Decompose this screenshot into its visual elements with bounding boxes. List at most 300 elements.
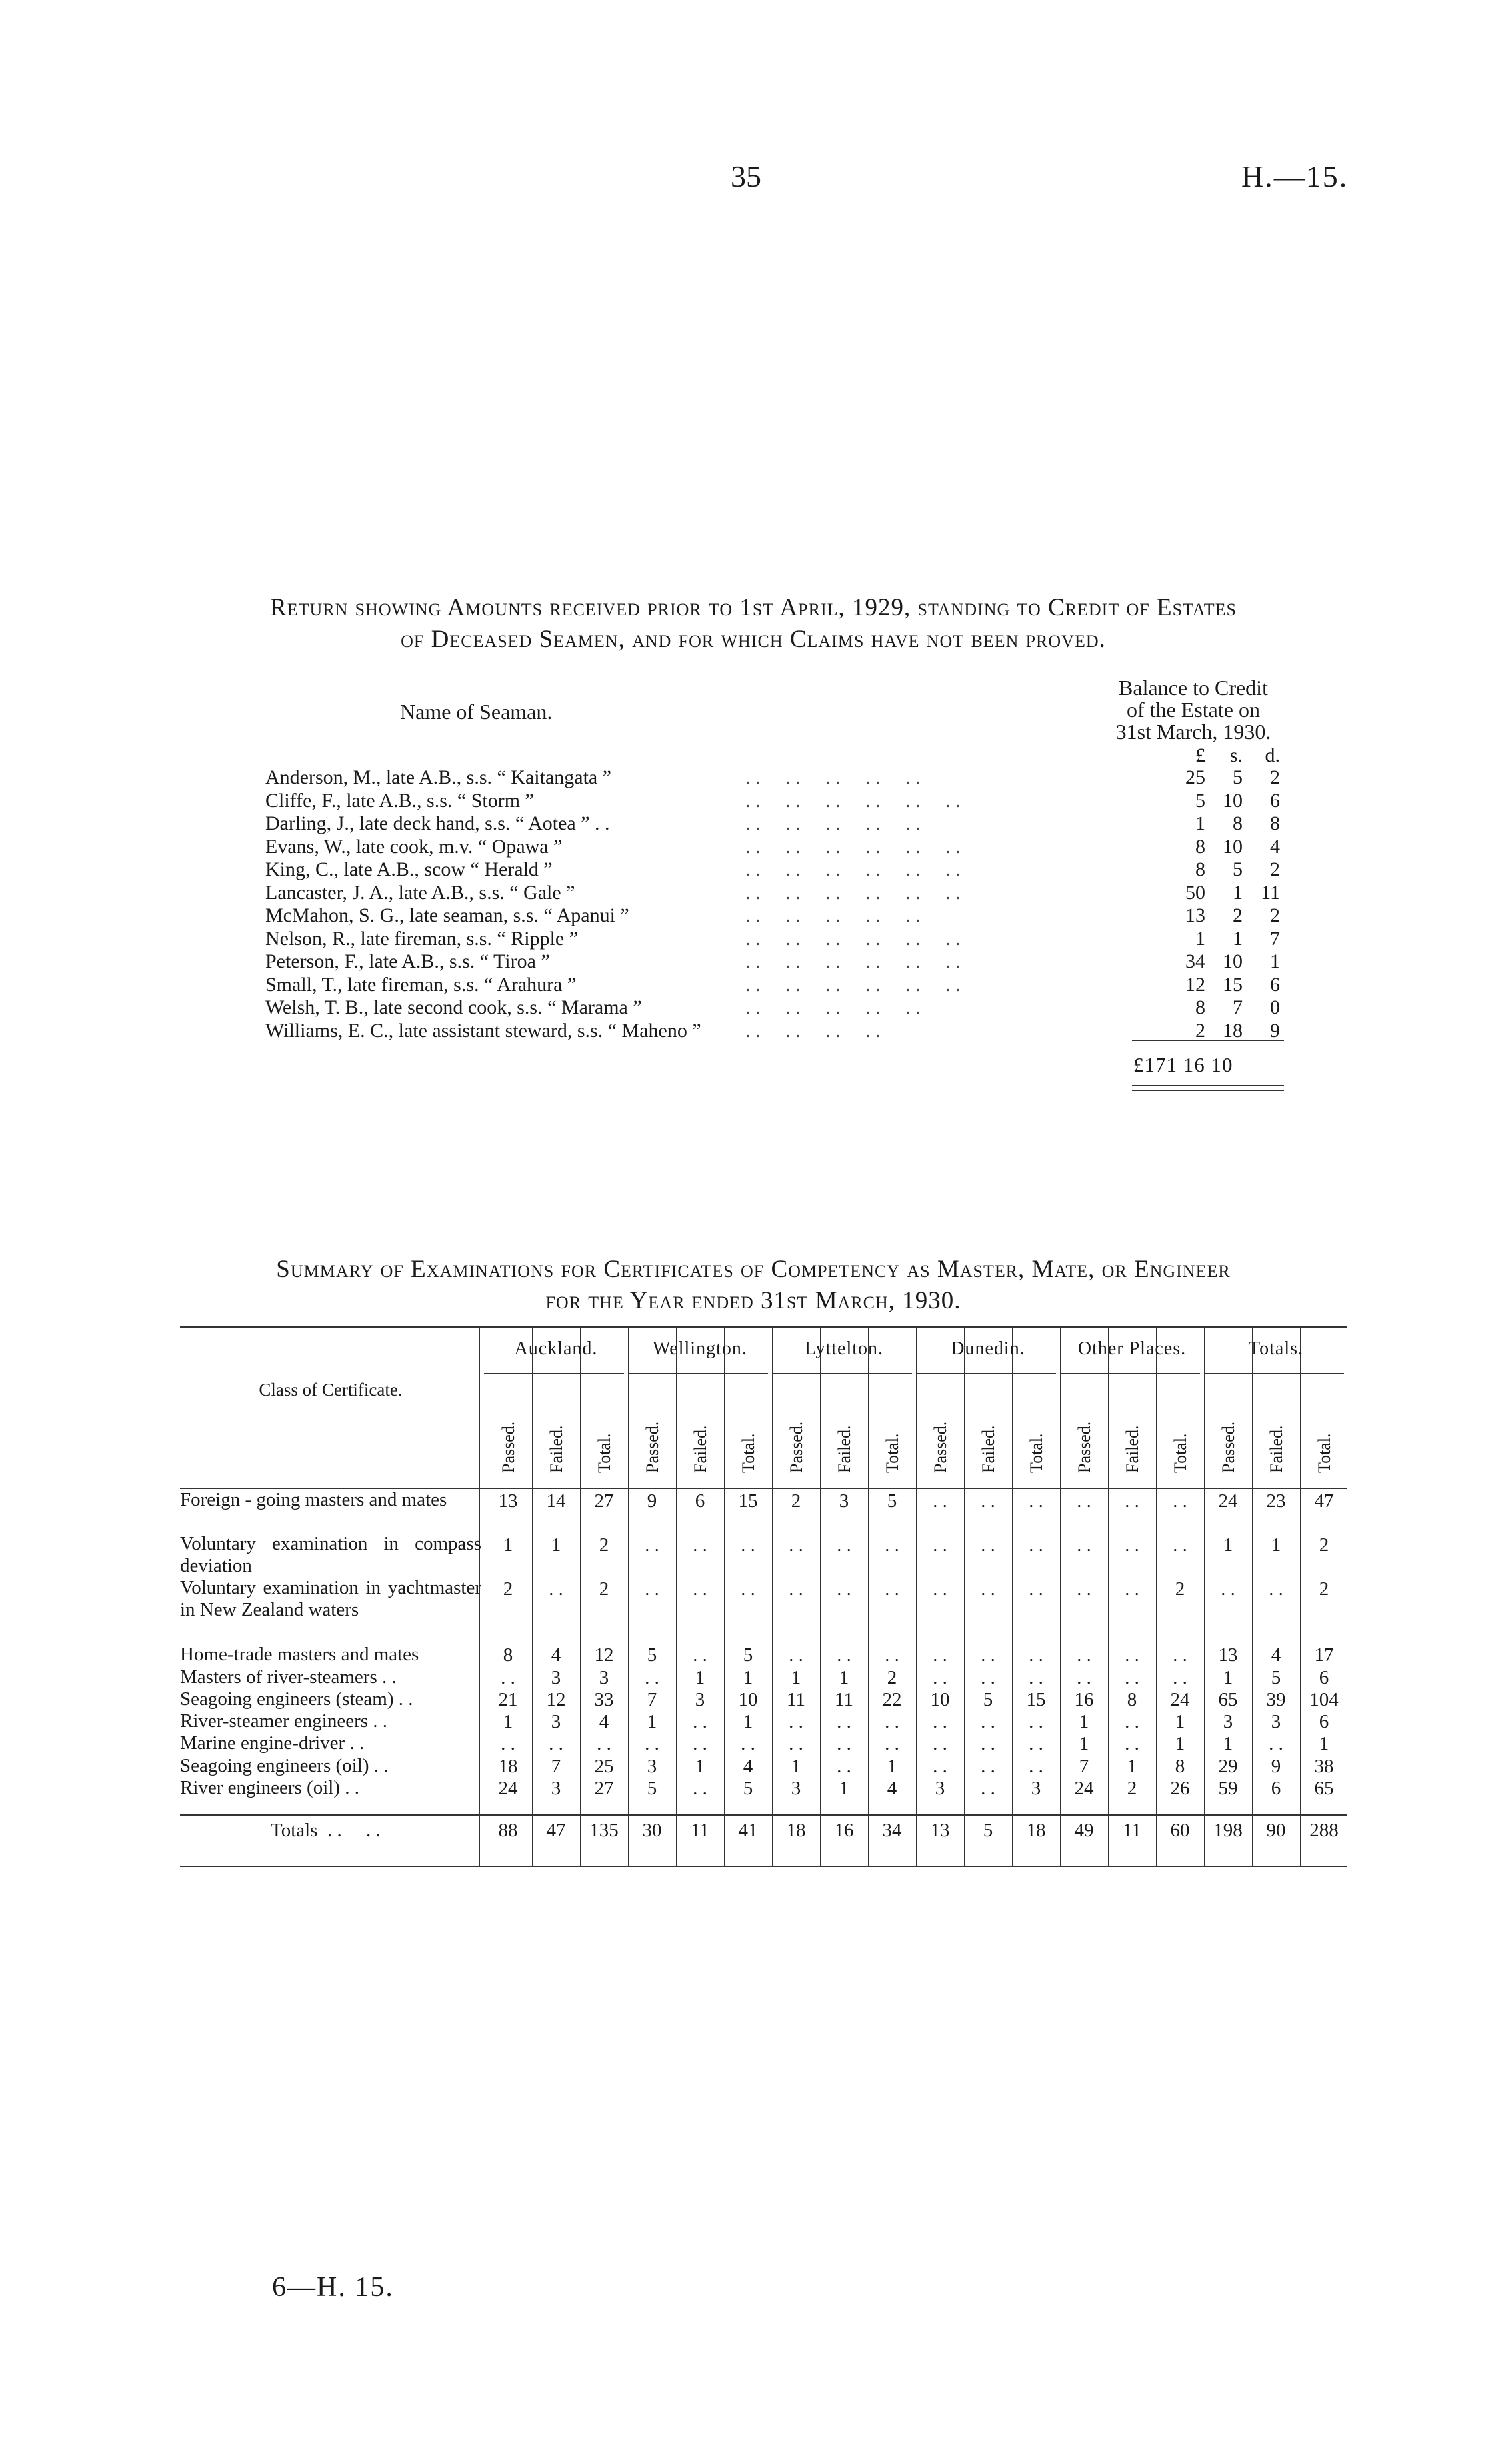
table-cell: 1 <box>1175 1733 1185 1754</box>
table-cell: 33 <box>594 1689 614 1710</box>
table-cell: 1 <box>839 1667 849 1688</box>
amount-shillings: 8 <box>1233 812 1243 834</box>
table-cell: 6 <box>1319 1711 1329 1732</box>
return-row <box>265 1020 701 1042</box>
certificate-class: Voluntary examination in compass deviation <box>180 1533 481 1576</box>
table-cell: 3 <box>551 1667 561 1688</box>
subcolumn-header: Failed. <box>1123 1425 1142 1473</box>
amount-pounds: 34 <box>1185 950 1205 972</box>
table-cell: 22 <box>882 1689 902 1710</box>
table-cell: 27 <box>594 1490 614 1512</box>
table-cell: . . <box>645 1534 659 1556</box>
table-cell: . . <box>933 1644 947 1666</box>
totals-cell: 90 <box>1266 1820 1286 1841</box>
amount-pence: 2 <box>1270 858 1280 880</box>
table-cell: . . <box>741 1534 755 1556</box>
table-cell: . . <box>981 1711 995 1732</box>
totals-cell: 41 <box>738 1820 758 1841</box>
table-cell: 1 <box>695 1667 705 1688</box>
table-cell: 4 <box>599 1711 609 1732</box>
amount-shillings: 1 <box>1233 882 1243 904</box>
table-cell: . . <box>1125 1534 1139 1556</box>
table-cell: 27 <box>594 1778 614 1799</box>
table-cell: 3 <box>695 1689 705 1710</box>
table-cell: . . <box>1077 1667 1091 1688</box>
return-row <box>265 928 578 950</box>
seaman-name: Darling, J., late deck hand, s.s. “ Aotea ” . . <box>265 812 610 834</box>
certificate-class: River engineers (oil) . . <box>180 1777 359 1798</box>
leader-dots: . . . . . . . . <box>745 1020 881 1042</box>
column-rule <box>868 1326 869 1866</box>
table-cell: . . <box>1029 1644 1043 1666</box>
amount-pounds: 50 <box>1185 882 1205 904</box>
certificate-class: River-steamer engineers . . <box>180 1710 388 1732</box>
table-cell: . . <box>1173 1667 1187 1688</box>
amount-shillings: 10 <box>1223 790 1243 812</box>
table-cell: 3 <box>791 1778 801 1799</box>
table-cell: 104 <box>1309 1689 1339 1710</box>
total-rule-bottom-1 <box>1132 1085 1284 1086</box>
table-cell: 2 <box>1127 1778 1137 1799</box>
column-rule <box>964 1326 965 1866</box>
table-cell: 12 <box>594 1644 614 1666</box>
table-cell: . . <box>1125 1644 1139 1666</box>
table-cell: . . <box>933 1667 947 1688</box>
seaman-name: Welsh, T. B., late second cook, s.s. “ Marama ” <box>265 996 642 1018</box>
table-cell: 1 <box>839 1778 849 1799</box>
totals-cell: 13 <box>930 1820 950 1841</box>
table-cell: 17 <box>1314 1644 1334 1666</box>
subcolumn-header: Failed. <box>835 1425 854 1473</box>
table-cell: 10 <box>738 1689 758 1710</box>
amount-pence: 11 <box>1261 882 1280 904</box>
amount-shillings: 10 <box>1223 836 1243 858</box>
table-cell: . . <box>693 1644 707 1666</box>
totals-cell: 288 <box>1309 1820 1339 1841</box>
table-cell: 2 <box>791 1490 801 1512</box>
certificate-class: Voluntary examination in yachtmaster in New Zealand waters <box>180 1577 481 1620</box>
table-cell: 7 <box>647 1689 657 1710</box>
totals-cell: 11 <box>691 1820 709 1841</box>
return-row <box>265 766 611 789</box>
return-title-line2: of Deceased Seamen, and for which Claims have not been proved. <box>401 626 1106 653</box>
table-cell: 21 <box>498 1689 518 1710</box>
amount-pounds: 5 <box>1195 790 1205 812</box>
table-cell: . . <box>1269 1578 1283 1600</box>
seaman-name: Anderson, M., late A.B., s.s. “ Kaitangata ” <box>265 766 612 788</box>
table-cell: . . <box>1029 1534 1043 1556</box>
seaman-name: King, C., late A.B., scow “ Herald ” <box>265 858 553 880</box>
place-underline <box>1060 1373 1200 1374</box>
return-row <box>265 950 550 973</box>
amount-pence: 7 <box>1270 928 1280 950</box>
table-cell: . . <box>693 1778 707 1799</box>
table-cell: . . <box>837 1644 851 1666</box>
column-rule <box>1012 1326 1013 1866</box>
column-rule <box>1060 1326 1061 1866</box>
table-cell: . . <box>1029 1756 1043 1777</box>
table-cell: 1 <box>1271 1534 1281 1556</box>
amount-pence: 6 <box>1270 790 1280 812</box>
table-cell: 1 <box>695 1756 705 1777</box>
table-cell: . . <box>1173 1490 1187 1512</box>
seaman-name: Evans, W., late cook, m.v. “ Opawa ” <box>265 836 563 858</box>
table-cell: . . <box>1029 1667 1043 1688</box>
table-cell: . . <box>981 1644 995 1666</box>
seaman-name: Peterson, F., late A.B., s.s. “ Tiroa ” <box>265 950 550 972</box>
column-rule <box>628 1326 629 1866</box>
subcolumn-header: Failed. <box>979 1425 998 1473</box>
table-cell: 1 <box>743 1711 753 1732</box>
return-row <box>265 882 575 904</box>
table-cell: . . <box>693 1578 707 1600</box>
table-cell: 14 <box>546 1490 566 1512</box>
table-cell: 2 <box>599 1534 609 1556</box>
total-rule-bottom-2 <box>1132 1090 1284 1091</box>
table-cell: . . <box>693 1711 707 1732</box>
table-cell: . . <box>885 1534 899 1556</box>
table-cell: 1 <box>1079 1733 1089 1754</box>
subcolumn-header: Passed. <box>931 1421 950 1473</box>
table-cell: . . <box>645 1578 659 1600</box>
amount-pounds: 25 <box>1185 766 1205 788</box>
table-bottom-rule <box>180 1814 1347 1816</box>
table-cell: 3 <box>839 1490 849 1512</box>
certificate-class: Foreign - going masters and mates <box>180 1489 447 1510</box>
table-cell: . . <box>837 1711 851 1732</box>
amount-pence: 2 <box>1270 904 1280 926</box>
table-cell: 4 <box>887 1778 897 1799</box>
unit-pounds: £ <box>1195 744 1205 766</box>
table-cell: 1 <box>791 1756 801 1777</box>
amount-pounds: 8 <box>1195 836 1205 858</box>
table-cell: 1 <box>1223 1667 1233 1688</box>
subcolumn-header: Passed. <box>1075 1421 1094 1473</box>
leader-dots: . . . . . . . . . . <box>745 766 921 788</box>
table-cell: . . <box>1125 1490 1139 1512</box>
amount-pence: 1 <box>1270 950 1280 972</box>
totals-cell: 18 <box>1026 1820 1046 1841</box>
return-col-balance-2: of the Estate on <box>1127 698 1260 722</box>
table-cell: . . <box>693 1534 707 1556</box>
table-cell: . . <box>549 1578 563 1600</box>
table-cell: 1 <box>743 1667 753 1688</box>
table-cell: 1 <box>791 1667 801 1688</box>
table-cell: 1 <box>1223 1534 1233 1556</box>
summary-title-line1: Summary of Examinations for Certificates of Competency as Master, Mate, or Engineer <box>276 1256 1231 1283</box>
table-cell: 2 <box>599 1578 609 1600</box>
table-cell: 1 <box>1223 1733 1233 1754</box>
table-cell: 38 <box>1314 1756 1334 1777</box>
table-cell: . . <box>501 1667 515 1688</box>
table-cell: 65 <box>1314 1778 1334 1799</box>
table-cell: 3 <box>551 1778 561 1799</box>
table-cell: 4 <box>743 1756 753 1777</box>
table-cell: . . <box>1125 1578 1139 1600</box>
table-cell: . . <box>933 1578 947 1600</box>
table-cell: . . <box>981 1534 995 1556</box>
leader-dots: . . . . . . . . . . . . <box>745 790 961 812</box>
header-bottom-rule <box>180 1488 1347 1489</box>
seaman-name: Cliffe, F., late A.B., s.s. “ Storm ” <box>265 790 534 812</box>
place-header: Other Places. <box>1077 1338 1187 1359</box>
table-cell: 3 <box>647 1756 657 1777</box>
table-cell: 12 <box>546 1689 566 1710</box>
table-cell: . . <box>837 1534 851 1556</box>
amount-pounds: 8 <box>1195 996 1205 1018</box>
table-cell: 24 <box>1074 1778 1094 1799</box>
table-cell: 24 <box>498 1778 518 1799</box>
table-cell: . . <box>1125 1667 1139 1688</box>
total-rule-top <box>1132 1040 1284 1041</box>
table-cell: . . <box>837 1578 851 1600</box>
table-cell: 29 <box>1218 1756 1238 1777</box>
table-cell: 26 <box>1170 1778 1190 1799</box>
column-rule <box>1156 1326 1157 1866</box>
table-cell: 18 <box>498 1756 518 1777</box>
place-underline <box>1204 1373 1344 1374</box>
amount-pence: 0 <box>1270 996 1280 1018</box>
table-cell: 65 <box>1218 1689 1238 1710</box>
totals-label: Totals . . . . <box>271 1820 381 1841</box>
column-rule <box>820 1326 821 1866</box>
seaman-name: Lancaster, J. A., late A.B., s.s. “ Gale ” <box>265 882 575 904</box>
amount-shillings: 5 <box>1233 766 1243 788</box>
certificate-class: Home-trade masters and mates <box>180 1644 419 1665</box>
leader-dots: . . . . . . . . . . . . <box>745 974 961 996</box>
table-cell: . . <box>1221 1578 1235 1600</box>
page-footer: 6—H. 15. <box>272 2272 394 2303</box>
table-cell: 1 <box>1175 1711 1185 1732</box>
return-col-name: Name of Seaman. <box>400 700 553 724</box>
table-cell: 7 <box>551 1756 561 1777</box>
column-rule <box>1108 1326 1109 1866</box>
table-cell: 2 <box>887 1667 897 1688</box>
table-cell: . . <box>933 1756 947 1777</box>
table-cell: 2 <box>1175 1578 1185 1600</box>
subcolumn-header: Passed. <box>499 1421 518 1473</box>
table-cell: 3 <box>1031 1778 1041 1799</box>
table-cell: 59 <box>1218 1778 1238 1799</box>
table-cell: . . <box>789 1711 803 1732</box>
table-cell: 1 <box>1127 1756 1137 1777</box>
totals-cell: 198 <box>1213 1820 1243 1841</box>
column-rule <box>916 1326 917 1866</box>
certificate-class: Seagoing engineers (steam) . . <box>180 1688 413 1710</box>
table-cell: 1 <box>1319 1733 1329 1754</box>
totals-cell: 5 <box>983 1820 993 1841</box>
table-cell: 1 <box>647 1711 657 1732</box>
amount-shillings: 18 <box>1223 1020 1243 1042</box>
table-cell: . . <box>981 1667 995 1688</box>
table-cell: 8 <box>1127 1689 1137 1710</box>
table-cell: 5 <box>887 1490 897 1512</box>
table-cell: . . <box>1029 1711 1043 1732</box>
amount-shillings: 15 <box>1223 974 1243 996</box>
table-cell: 4 <box>551 1644 561 1666</box>
subcolumn-header: Failed. <box>1267 1425 1286 1473</box>
place-header: Totals. <box>1248 1338 1304 1359</box>
table-cell: . . <box>693 1733 707 1754</box>
amount-shillings: 2 <box>1233 904 1243 926</box>
table-cell: 5 <box>743 1644 753 1666</box>
leader-dots: . . . . . . . . . . <box>745 904 921 926</box>
column-rule <box>532 1326 533 1866</box>
leader-dots: . . . . . . . . . . . . <box>745 928 961 950</box>
table-cell: 15 <box>1026 1689 1046 1710</box>
seaman-name: Nelson, R., late fireman, s.s. “ Ripple ” <box>265 928 579 950</box>
amount-shillings: 1 <box>1233 928 1243 950</box>
table-cell: 8 <box>503 1644 513 1666</box>
table-cell: 4 <box>1271 1644 1281 1666</box>
table-cell: 2 <box>503 1578 513 1600</box>
return-title-line1: Return showing Amounts received prior to 1st April, 1929, standing to Credit of Estates <box>270 594 1237 621</box>
column-rule <box>580 1326 581 1866</box>
table-cell: . . <box>1125 1733 1139 1754</box>
column-rule <box>724 1326 725 1866</box>
table-cell: . . <box>501 1733 515 1754</box>
table-cell: . . <box>789 1733 803 1754</box>
seaman-name: Williams, E. C., late assistant steward, s.s. “ Maheno ” <box>265 1020 701 1042</box>
totals-cell: 49 <box>1074 1820 1094 1841</box>
table-cell: 5 <box>743 1778 753 1799</box>
column-rule <box>676 1326 677 1866</box>
amount-shillings: 7 <box>1233 996 1243 1018</box>
table-cell: 9 <box>1271 1756 1281 1777</box>
totals-cell: 135 <box>589 1820 619 1841</box>
totals-cell: 30 <box>642 1820 662 1841</box>
table-cell: . . <box>789 1578 803 1600</box>
table-cell: . . <box>837 1756 851 1777</box>
table-cell: . . <box>885 1578 899 1600</box>
place-underline <box>628 1373 768 1374</box>
table-cell: 47 <box>1314 1490 1334 1512</box>
return-row <box>265 996 642 1019</box>
table-cell: 3 <box>1223 1711 1233 1732</box>
summary-title-line2: for the Year ended 31st March, 1930. <box>545 1287 961 1314</box>
table-cell: 5 <box>983 1689 993 1710</box>
table-cell: . . <box>1077 1578 1091 1600</box>
class-header: Class of Certificate. <box>259 1380 403 1400</box>
unit-pence: d. <box>1265 744 1280 766</box>
seaman-name: McMahon, S. G., late seaman, s.s. “ Apanui ” <box>265 904 629 926</box>
place-header: Lyttelton. <box>804 1338 884 1359</box>
table-cell: . . <box>1173 1644 1187 1666</box>
table-cell: 6 <box>1319 1667 1329 1688</box>
table-cell: . . <box>741 1733 755 1754</box>
table-cell: 5 <box>647 1644 657 1666</box>
return-row <box>265 790 534 812</box>
totals-cell: 11 <box>1123 1820 1141 1841</box>
table-cell: . . <box>933 1711 947 1732</box>
subcolumn-header: Failed. <box>547 1425 566 1473</box>
table-cell: . . <box>1173 1534 1187 1556</box>
leader-dots: . . . . . . . . . . . . <box>745 836 961 858</box>
subcolumn-header: Total. <box>1171 1433 1190 1473</box>
table-cell: . . <box>789 1534 803 1556</box>
table-cell: 1 <box>503 1534 513 1556</box>
table-cell: 11 <box>835 1689 853 1710</box>
subcolumn-header: Total. <box>1315 1433 1334 1473</box>
amount-pounds: 8 <box>1195 858 1205 880</box>
certificate-class: Masters of river-steamers . . <box>180 1666 397 1688</box>
column-rule <box>1252 1326 1253 1866</box>
table-cell: 25 <box>594 1756 614 1777</box>
table-cell: . . <box>1077 1534 1091 1556</box>
table-cell: . . <box>933 1733 947 1754</box>
table-cell: 15 <box>738 1490 758 1512</box>
page-number: 35 <box>731 159 761 193</box>
amount-pence: 8 <box>1270 812 1280 834</box>
amount-pounds: 12 <box>1185 974 1205 996</box>
totals-bottom-rule <box>180 1866 1347 1867</box>
return-row <box>265 812 610 835</box>
subcolumn-header: Passed. <box>1219 1421 1238 1473</box>
return-row <box>265 858 553 881</box>
table-cell: 2 <box>1319 1534 1329 1556</box>
place-underline <box>916 1373 1056 1374</box>
table-cell: 13 <box>498 1490 518 1512</box>
table-cell: 23 <box>1266 1490 1286 1512</box>
table-cell: . . <box>1269 1733 1283 1754</box>
amount-pounds: 1 <box>1195 928 1205 950</box>
amount-pounds: 2 <box>1195 1020 1205 1042</box>
table-cell: 1 <box>551 1534 561 1556</box>
subcolumn-header: Failed. <box>691 1425 710 1473</box>
table-cell: 1 <box>503 1711 513 1732</box>
table-cell: . . <box>933 1490 947 1512</box>
table-cell: 24 <box>1170 1689 1190 1710</box>
table-cell: . . <box>981 1733 995 1754</box>
table-cell: . . <box>741 1578 755 1600</box>
table-cell: . . <box>597 1733 611 1754</box>
unit-shillings: s. <box>1229 744 1243 766</box>
table-cell: 3 <box>1271 1711 1281 1732</box>
table-top-rule <box>180 1326 1347 1328</box>
return-row <box>265 836 562 858</box>
table-cell: 3 <box>599 1667 609 1688</box>
certificate-class: Seagoing engineers (oil) . . <box>180 1755 389 1776</box>
leader-dots: . . . . . . . . . . . . <box>745 882 961 904</box>
table-cell: . . <box>933 1534 947 1556</box>
totals-cell: 16 <box>834 1820 854 1841</box>
table-cell: 6 <box>1271 1778 1281 1799</box>
table-cell: 8 <box>1175 1756 1185 1777</box>
table-cell: . . <box>1077 1644 1091 1666</box>
table-cell: 13 <box>1218 1644 1238 1666</box>
table-cell: . . <box>981 1756 995 1777</box>
table-cell: . . <box>549 1733 563 1754</box>
table-cell: . . <box>1125 1711 1139 1732</box>
totals-cell: 60 <box>1170 1820 1190 1841</box>
subcolumn-header: Total. <box>739 1433 758 1473</box>
table-cell: 1 <box>887 1756 897 1777</box>
subcolumn-header: Passed. <box>787 1421 806 1473</box>
table-cell: . . <box>645 1733 659 1754</box>
table-cell: . . <box>837 1733 851 1754</box>
table-cell: . . <box>1029 1733 1043 1754</box>
column-rule <box>772 1326 773 1866</box>
table-cell: . . <box>981 1578 995 1600</box>
return-total: £171 16 10 <box>1133 1053 1233 1076</box>
table-cell: . . <box>645 1667 659 1688</box>
leader-dots: . . . . . . . . . . . . <box>745 858 961 880</box>
subcolumn-header: Total. <box>595 1433 614 1473</box>
table-cell: . . <box>885 1711 899 1732</box>
subcolumn-header: Passed. <box>643 1421 662 1473</box>
document-reference: H.—15. <box>1241 159 1349 193</box>
amount-pence: 9 <box>1270 1020 1280 1042</box>
